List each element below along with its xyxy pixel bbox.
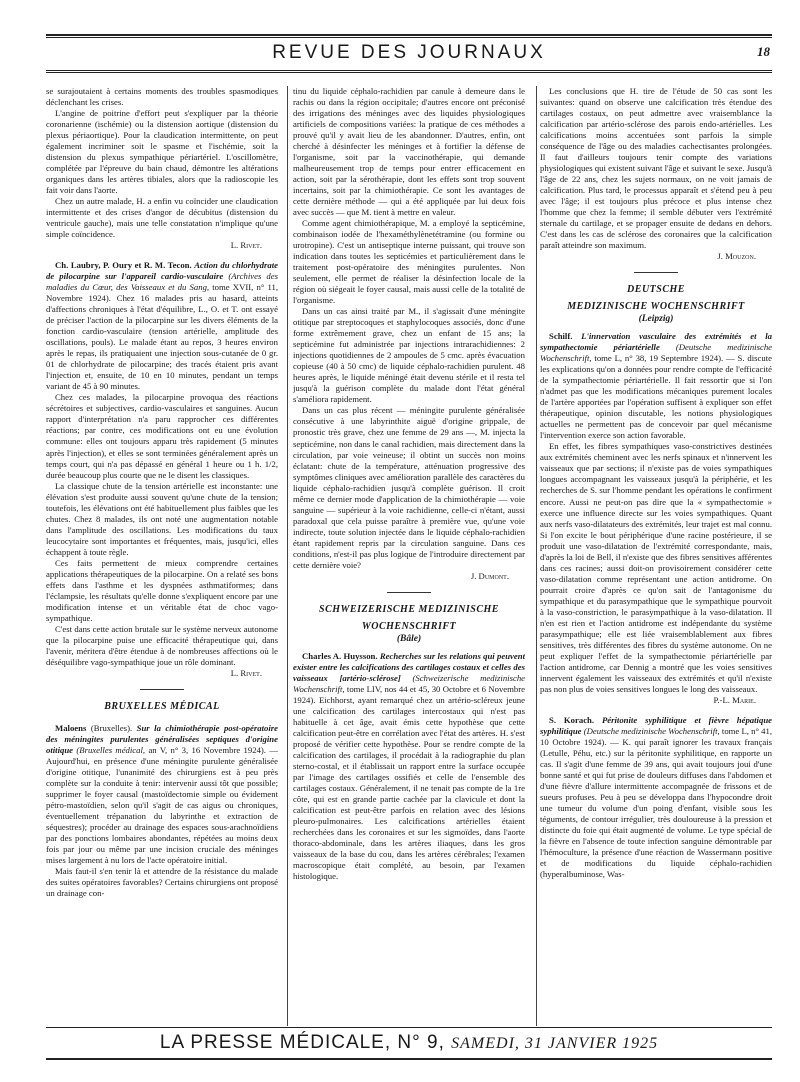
article-source: (Bruxelles médical,: [76, 744, 146, 755]
paragraph: Ces faits permettent de mieux comprendre certaines applications thérapeutiques de la pilocarpine. On a relaté ses bons effets dans l'asthme et les dyspnées asthmatiformes; dans l'éclampsie, les résultats qu'elle donne s'expliquent encore par une modification intense et un véritable état de choc vago-sympathique.: [46, 557, 278, 623]
article-entry: [46, 260, 278, 392]
paragraph: Mais faut-il s'en tenir là et attendre de la résistance du malade des suites opératoires favorables? Certains chirurgiens ont proposé un drainage con-: [46, 866, 278, 899]
section-city: (Leipzig): [638, 314, 674, 325]
article-entry: [540, 331, 772, 441]
top-rule-thick: [46, 34, 772, 36]
section-heading-line-2: WOCHENSCHRIFT: [361, 620, 457, 632]
section-heading-line-2: MEDIZINISCHE WOCHENSCHRIFT: [567, 301, 745, 313]
signature: J. Mouzon.: [717, 251, 756, 262]
footer-rule-bottom: [46, 1058, 772, 1060]
header-rule-bottom-2: [46, 72, 772, 73]
section-heading: BRUXELLES MÉDICAL: [104, 700, 220, 712]
page-number: 18: [757, 44, 770, 59]
signature: P.-L. Marie.: [713, 694, 756, 705]
footer-rule-top: [46, 1027, 772, 1028]
column-1: [46, 86, 278, 1026]
article-entry: [540, 715, 772, 880]
column-2: [293, 86, 525, 1026]
section-divider: [634, 272, 678, 273]
article-source: (Schweizerische medizinische Wochenschrift,: [293, 672, 525, 694]
article-author: Charles A. Huysson.: [302, 650, 378, 661]
article-author: Maloens: [55, 722, 87, 733]
paragraph: Les conclusions que H. tire de l'étude de 50 cas sont les suivantes: quand on observe une calcification très étendue des cartilages costaux, on peut admettre avec vraisemblance la calcification par artério-sclérose des parois endo-artérielles. Les calcifications moins accentuées sont parfois la simple conséquence de l'âge ou des maladies cachectisantes prolongées. Il faut d'ailleurs toujours tenir compte des variations physiologiques qui existent suivant l'âge et suivant le sexe. Jusqu'à l'âge de 22 ans, chez les sujets normaux, on ne voit jamais de calcification. Plus tard, le processus apparaît et s'étend peu à peu avec l'âge; il est toujours plus précoce et plus intense chez l'homme que chez la femme; il semble débuter vers l'extrémité sternale du cartilage, et se propager ensuite de dedans en dehors. C'est dans les cas de sclérose des coronaires que la calcification paraît atteindre son maximum.: [540, 86, 772, 251]
journal-title: REVUE DES JOURNAUX: [272, 42, 546, 63]
article-columns: [46, 86, 772, 1026]
article-place: (Bruxelles).: [90, 722, 133, 733]
paragraph: C'est dans cette action brutale sur le système nerveux autonome que la pilocarpine puise une efficacité thérapeutique qui, dans l'avenir, méritera d'être étendue à de nombreuses affections où le déséquilibre vago-sympathique joue un rôle dominant.: [46, 623, 278, 667]
top-rule-thin: [46, 37, 772, 38]
article-entry: [46, 723, 278, 866]
spacer: [46, 251, 278, 260]
article-author: Schilf.: [549, 331, 573, 342]
article-source: (Deutsche medizinische Wochenschrift,: [583, 725, 720, 736]
paragraph: Chez ces malades, la pilocarpine provoqua des réactions sécrétoires et subjectives, cardio-vasculaires et sanguines. Aucun rapport d'interprétation n'a paru rapprocher ces différentes réactions; par contre, ces modifications ont eu une évolution commune: elles ont toujours apparu très rapidement (5 minutes après l'injection), et elles se sont terminées généralement après un temps court, qui n'a pas dépassé en général 1 heure ou 1 h. 1/2, durée beaucoup plus courte que ne le disent les classiques.: [46, 392, 278, 480]
article-title: Péritonite syphilitique et fièvre hépatique syphilitique: [540, 714, 772, 736]
header-rule-bottom: [46, 70, 772, 71]
section-heading: DEUTSCHE: [627, 284, 685, 296]
footer-date: SAMEDI, 31 JANVIER 1925: [451, 1035, 659, 1052]
paragraph: Comme agent chimiothérapique, M. a employé la septicémine, combinaison iodée de l'hexaméthylènetétramine (ou formine ou urotropine). C'est un antiseptique interne puissant, qui trouve son indication dans toutes les septicémies et particulièrement dans le traitement post-opératoire des méningites purulentes. Non seulement, elle permet de réaliser la désinfection locale de la région où siégeait le foyer causal, mais aussi celle de la totalité de l'organisme.: [293, 218, 525, 306]
article-author: Ch. Laubry, P. Oury et R. M. Tecon.: [55, 260, 192, 271]
signature: L. Rivet.: [230, 240, 262, 251]
paragraph: L'angine de poitrine d'effort peut s'expliquer par la théorie coronarienne (ischémie) ou la distension aortique (distension du plexus périaortique). Pour la claudication intermittente, on peut également incriminer soit le spasme et l'ischémie, soit la distension du plexus sympathique périartériel. L'oscillomètre, complétée par l'épreuve du bain chaud, démontre les altérations organiques dans les artères tibiales, alors que la radioscopie les fait voir dans l'aorte.: [46, 108, 278, 196]
article-author: S. Korach.: [549, 714, 595, 725]
article-text: tome L, n° 41, 10 Octobre 1924). — K. qui paraît ignorer les travaux français (Letulle, Péhu, etc.) sur la péritonite syphilitique, en rapporte un cas. Il s'agit d'une femme de 39 ans, qui avait toujours joui d'une bonne santé et qui fut prise de douleurs diffuses dans l'abdomen et d'une fièvre d'allure intermittente accompagnée de frissons et de sueurs profuses. Peu à peu se développa dans l'hypocondre droit une tumeur du volume d'un poing d'enfant, visible sous les téguments, de contour irrégulier, très douloureuse à la pression et distincte du foie qui était augmenté de volume. Le type spécial de la fièvre en l'absence de toute infection sanguine démontrable par l'hémoculture, la présence d'une réaction de Wassermann positive et de modifications du liquide céphalo-rachidien (hyperalbuminose, Was-: [540, 725, 772, 880]
section-divider: [387, 592, 431, 593]
column-3: [540, 86, 772, 1026]
article-text: tome L, n° 38, 19 Septembre 1924). — S. discute les explications qu'on a données pour rendre compte de l'efficacité de la sympathectomie périartérielle. Il fait ressortir que si l'on n'admet pas que les modifications mécaniques purement locales de l'artère apportées par l'opération suffisent à expliquer son effet thérapeutique, opinion discutable, les notions physiologiques actuelles ne permettent pas de concevoir par quel mécanisme l'intervention exerce son action favorable.: [540, 353, 772, 441]
section-city: (Bâle): [396, 633, 422, 644]
footer-issue: N° 9,: [397, 1032, 445, 1053]
article-source: (Deutsche medizinische Wochenschrift,: [540, 342, 772, 364]
paragraph: se surajoutaient à certains moments des troubles spasmodiques déclenchant les crises.: [46, 86, 278, 108]
footer-journal: LA PRESSE MÉDICALE,: [159, 1032, 392, 1053]
article-text: tome XVII, n° 11, Novembre 1924). Chez 16 malades pris au hasard, atteints d'affections chroniques à l'état d'équilibre, L., O. et T. ont essayé de préciser l'action de la pilocarpine sur les divers éléments de la fonction cardio-vasculaire (tension artérielle, amplitude des oscillations, pouls). Le malade étant au repos, 3 heures environ après le repas, ils pratiquaient une injection sous-cutanée de 0 gr. 01 de chlorhydrate de pilocarpine; des tracés étaient pris avant l'injection et, ensuite, de 10 en 10 minutes, pendant un temps variant de 45 à 90 minutes.: [46, 282, 278, 392]
paragraph: En effet, les fibres sympathiques vaso-constrictives destinées aux extrémités cheminent avec les nerfs spinaux et n'innervent les vaisseaux que par sections; il n'existe pas de voies sympathiques longues accompagnant les vaisseaux jusqu'à la périphérie, et les recherches de S. sur l'homme pendant les opérations le confirment encore. Aussi ne peut-on pas dire que la « sympathectomie » exerce une influence directe sur les voies sympathiques. Quant aux nerfs vaso-dilatateurs des extrémités, leur trajet est mal connu. Si l'on excite le bout périphérique d'une racine postérieure, il se produit une vaso-dilatation de l'extrémité correspondante, mais, d'après la loi de Bell, il n'existe que des fibres sensitives afférentes dans ces racines; aussi doit-on provisoirement considérer cette vaso-dilatation comme représentant une action antidrome. On pourrait croire d'après ce qu'on sait de l'antagonisme du sympathique et du parasympathique que le sympathique pourvoit à la vaso-constriction, le parasympathique à la vaso-dilatation. Il n'en est rien et l'action antidrome est indépendante du système parasympathique; elle est liée vraisemblablement aux fibres sensitives, très différentes des fibres du système autonome. On ne peut expliquer l'effet de la sympathectomie périartérielle par l'action antidrome, car Dennig a montré que les voies sensitives innervent également les vaisseaux des extrémités et qu'il n'existe pas non plus de voies sensitives longues le long des vaisseaux.: [540, 441, 772, 694]
section-heading: SCHWEIZERISCHE MEDIZINISCHE: [319, 603, 499, 615]
paragraph: Dans un cas plus récent — méningite purulente généralisée consécutive à une labyrinthite aiguë d'origine grippale, de pronostic très grave, chez une femme de 29 ans —, M. injecta la septicémine, non dans le canal rachidien, mais directement dans la circulation, par voie veineuse; il obtint un succès non moins éclatant: chute de la température, atténuation progressive des symptômes cliniques avec amélioration parallèle des caractères du liquide céphalo-rachidien jusqu'à complète guérison. Il croit même ce dernier mode d'application de la chimiothérapie — voie sanguine — supérieur à la voie rachidienne, celle-ci n'étant, aussi paradoxal que cela puisse paraître à première vue, qu'une voie indirecte, toute solution injectée dans le liquide céphalo-rachidien étant rapidement repris par la circulation sanguine. Dans ces conditions, n'est-il pas plus logique de l'introduire directement par cette dernière voie?: [293, 405, 525, 570]
spacer: [540, 706, 772, 715]
article-source: (Archives des maladies du Cœur, des Vaisseaux et du Sang,: [46, 271, 278, 293]
paragraph: Chez un autre malade, H. a enfin vu coïncider une claudication intermittente et des crises d'angor de décubitus (distension du ventricule gauche), mais une telle constatation n'implique qu'une simple coïncidence.: [46, 196, 278, 240]
paragraph: tinu du liquide céphalo-rachidien par canule à demeure dans le rachis ou dans la région occipitale; d'autres encore ont préconisé des irrigations des méninges avec des liquides physiologiques artificiels de compositions variées: la pratique de ces méthodes a prouvé qu'il y avait lieu de les abandonner. D'autres, enfin, ont cherché à désinfecter les méninges et à fortifier la défense de l'organisme, soit par la vaccinothérapie, qui demande malheureusement trop de temps pour entrer efficacement en action, soit par la sérothérapie, dont les effets sont trop souvent incertains, soit par la chimiothérapie. Ce sont les avantages de cette dernière méthode — qui a été appliquée par lui deux fois avec succès — que M. tient à mettre en valeur.: [293, 86, 525, 218]
article-entry: [293, 651, 525, 882]
article-text: an V, n° 3, 16 Novembre 1924). — Aujourd'hui, en présence d'une méningite purulente généralisée d'origine otitique, l'unanimité des chirurgiens est à peu près complète sur la conduite à tenir: intervenir aussi tôt que possible; supprimer le foyer causal (mastoïdectomie simple ou évidement pétro-mastoïdien, selon qu'il s'agit de cas aigus ou chroniques, éventuellement trépanation du labyrinthe et extraction de séquestres); procéder au drainage des espaces sous-arachnoïdiens par des ponctions lombaires abondantes, répétées au moins deux fois par jour ou même par une incision cruciale des méninges mises largement à nu lors de l'acte opératoire initial.: [46, 744, 278, 866]
article-title: Recherches sur les relations qui peuvent exister entre les calcifications des cartilages costaux et celles des vaisseaux [artério-sclérose]: [293, 650, 525, 683]
article-title: L'innervation vasculaire des extrémités et la sympathectomie périartérielle: [540, 331, 772, 353]
signature: J. Dumont.: [470, 570, 509, 581]
signature: L. Rivet.: [230, 667, 262, 678]
page-footer: [46, 1032, 772, 1054]
article-title: Action du chlorhydrate de pilocarpine sur l'appareil cardio-vasculaire: [46, 260, 278, 282]
article-title: Sur la chimiothérapie post-opératoire des méningites purulentes généralisées septiques d'origine otitique: [46, 722, 278, 755]
paragraph: Dans un cas ainsi traité par M., il s'agissait d'une méningite otitique par streptocoques et staphylocoques associés, donc d'une forme extrêmement grave, chez un enfant de 15 ans; la septicémine fut administrée par injections intrarachidiennes: 2 injections quotidiennes de 2 ampoules de 5 cmc. après évacuation copieuse (40 à 50 cmc) de liquide céphalo-rachidien purulent. 48 heures après, le liquide méningé était devenu stérile et il resta tel jusqu'à la guérison complète du malade dont l'état général s'améliora rapidement.: [293, 306, 525, 405]
section-divider: [140, 689, 184, 690]
paragraph: La classique chute de la tension artérielle est inconstante: une élévation s'est produite aussi souvent qu'une chute de la tension; toutefois, les élévations ont été habituellement plus faibles que les chutes. Chez 8 malades, ils ont noté une augmentation notable dans l'amplitude des oscillations. Les modifications du taux leucocytaire sont importantes et fréquentes, mais, jusqu'ici, elles échappent à toute règle.: [46, 480, 278, 557]
article-text: tome LIV, nos 44 et 45, 30 Octobre et 6 Novembre 1924). Eichhorst, ayant remarqué chez un artério-scléreux jeune une calcification des cartilages intercostaux qui n'est pas habituelle à cet âge, avait émis cette hypothèse que cette calcification peut-être en corrélation avec l'état des artères. H. s'est proposé de vérifier cette hypothèse. Pour se rendre compte de la calcification des cartilages, il procédait à la radiographie du plan sterno-costal, et il établissait un rapport entre la surface occupée par l'image des cartilages ossifiés et celle de l'ensemble des cartilages costaux. Généralement, il ne tenait pas compte de la 1re côte, qui est en grande partie cachée par la clavicule et dont la calcification est peut-être parfois en relation avec des lésions pleuro-pulmonaires. Les calcifications artérielles étaient recherchées dans les coronaires et sur les sigmoïdes, dans l'aorte thoraco-abdominale, dans les artères iliaques, dans les gros vaisseaux de la base du cou, dans les artères cérébrales; l'examen macroscopique était complété, au besoin, par l'examen histologique.: [293, 683, 525, 882]
spacer: [46, 714, 278, 723]
